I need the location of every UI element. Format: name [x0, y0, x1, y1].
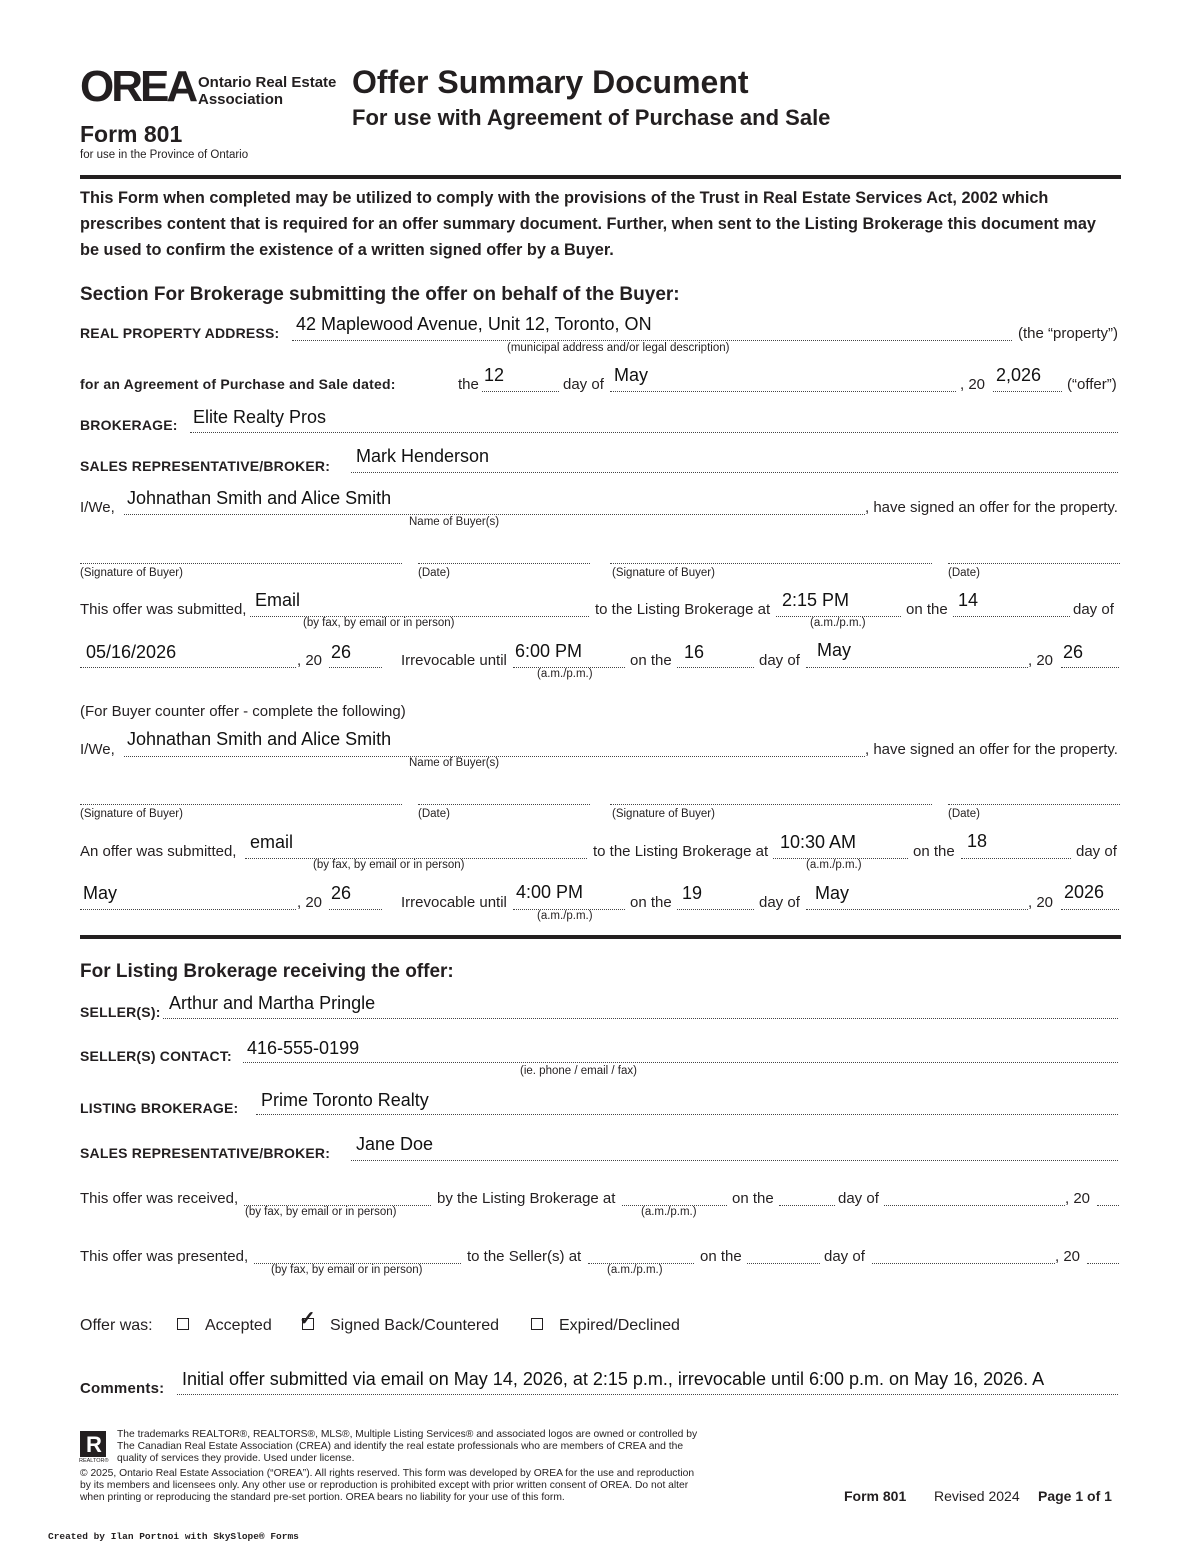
aps-year-field[interactable]: 2,026 [996, 365, 1042, 385]
presented-label: This offer was presented, [80, 1248, 249, 1265]
comments-field[interactable]: Initial offer submitted via email on May 14, 2026, at 2:15 p.m., irrevocable until 6:00 p.m. on May 16, 2026. A [182, 1369, 1045, 1389]
sig-buyer-hint-1: (Signature of Buyer) [80, 567, 183, 579]
property-line [292, 340, 1012, 341]
counter-time-field[interactable]: 10:30 AM [780, 832, 857, 852]
expired-label: Expired/Declined [559, 1317, 680, 1334]
iwe-label: I/We, [80, 499, 115, 516]
footer-page: Page 1 of 1 [1038, 1488, 1112, 1504]
copyright-line2: by its members and licensees only. Any other use or reproduction is prohibited except with prior written consent of OREA. Do not alter [80, 1480, 689, 1491]
submitted-month-field[interactable]: 05/16/2026 [86, 642, 177, 662]
counter-note: (For Buyer counter offer - complete the following) [80, 703, 406, 720]
province-note: for use in the Province of Ontario [80, 149, 249, 161]
contact-field[interactable]: 416-555-0199 [247, 1038, 360, 1058]
signed-back-checkbox[interactable] [299, 1307, 316, 1330]
counter-ampm-hint: (a.m./p.m.) [806, 859, 862, 871]
received-by-listing: by the Listing Brokerage at [437, 1190, 616, 1207]
received-year-line[interactable] [1097, 1205, 1119, 1206]
counter-year-line [329, 909, 382, 910]
page-subtitle: For use with Agreement of Purchase and Sale [352, 105, 831, 130]
counter-comma20: , 20 [297, 894, 323, 911]
presented-month-line[interactable] [872, 1263, 1055, 1264]
realtor-word: REALTOR® [79, 1458, 109, 1464]
offer-signed-back-option[interactable] [299, 1307, 499, 1335]
irrevocable-month-line [806, 667, 1028, 668]
property-label: REAL PROPERTY ADDRESS: [80, 325, 280, 341]
realtor-mark: R [86, 1432, 102, 1457]
counter-irrev-time-field[interactable]: 4:00 PM [516, 882, 584, 902]
aps-day-field[interactable]: 12 [484, 365, 505, 385]
counter-buyer-signature-2[interactable] [610, 804, 932, 805]
counter-irrev-month-line [806, 909, 1028, 910]
presented-day-line[interactable] [747, 1263, 820, 1264]
section-rule [80, 935, 1121, 939]
sig-date-hint-1: (Date) [418, 567, 450, 579]
aps-month-field[interactable]: May [614, 365, 649, 385]
intro-line3: be used to confirm the existence of a written signed offer by a Buyer. [80, 241, 614, 259]
counter-buyer-signature-date-1[interactable] [418, 804, 590, 805]
submitted-on-the: on the [906, 601, 948, 618]
property-suffix: (the “property”) [1018, 325, 1119, 342]
irrevocable-day-of: day of [759, 652, 800, 669]
realtor-logo [80, 1431, 106, 1457]
irrevocable-day-field[interactable]: 16 [684, 642, 705, 662]
rep-label: SALES REPRESENTATIVE/BROKER: [80, 458, 331, 474]
counter-sig-buyer-hint-1: (Signature of Buyer) [80, 808, 183, 820]
check-mark-icon: ✓ [299, 1307, 316, 1330]
submitted-label: This offer was submitted, [80, 601, 247, 618]
irrevocable-day-line [677, 667, 754, 668]
received-comma20: , 20 [1065, 1190, 1091, 1207]
intro-line2: prescribes content that is required for an offer summary document. Further, when sent to the Listing Brokerage this document may [80, 215, 1096, 233]
buyer-signature-date-2[interactable] [948, 563, 1120, 564]
counter-irrev-ampm-hint: (a.m./p.m.) [537, 910, 593, 922]
accepted-label: Accepted [205, 1317, 272, 1334]
buyer-signature-2[interactable] [610, 563, 932, 564]
brokerage-label: BROKERAGE: [80, 417, 178, 433]
listing-rep-label: SALES REPRESENTATIVE/BROKER: [80, 1145, 331, 1161]
counter-irrev-day-field[interactable]: 19 [682, 883, 703, 903]
counter-irrev-year-line [1061, 909, 1119, 910]
form-number: Form 801 [80, 121, 183, 147]
submitted-to-listing: to the Listing Brokerage at [595, 601, 771, 618]
signed-back-label: Signed Back/Countered [330, 1317, 499, 1334]
contact-label: SELLER(S) CONTACT: [80, 1048, 232, 1064]
received-label: This offer was received, [80, 1190, 239, 1207]
irrevocable-ampm-hint: (a.m./p.m.) [537, 668, 593, 680]
counter-submitted-label: An offer was submitted, [80, 843, 237, 860]
counter-day-line [961, 858, 1071, 859]
footer-revised: Revised 2024 [934, 1488, 1020, 1504]
contact-hint: (ie. phone / email / fax) [520, 1065, 637, 1077]
buyer-signature-date-1[interactable] [418, 563, 590, 564]
irrevocable-on-the: on the [630, 652, 672, 669]
counter-irrev-comma20: , 20 [1028, 894, 1054, 911]
aps-dayof: day of [563, 376, 604, 393]
aps-suffix: (“offer”) [1067, 376, 1117, 393]
counter-irrev-month-field[interactable]: May [815, 883, 850, 903]
listing-section-heading: For Listing Brokerage receiving the offer: [80, 961, 454, 982]
org-name-line1: Ontario Real Estate [198, 74, 337, 91]
counter-method-hint: (by fax, by email or in person) [313, 859, 465, 871]
presented-to-sellers: to the Seller(s) at [467, 1248, 582, 1265]
trademark-line3: quality of services they provide. Used under license. [117, 1453, 355, 1464]
counter-to-listing: to the Listing Brokerage at [593, 843, 769, 860]
counter-irrev-on-the: on the [630, 894, 672, 911]
received-day-line[interactable] [779, 1205, 835, 1206]
submitted-time-field[interactable]: 2:15 PM [782, 590, 850, 610]
submitted-day-line [953, 616, 1070, 617]
buyer-name-hint: Name of Buyer(s) [409, 516, 500, 528]
counter-buyers-suffix: , have signed an offer for the property. [865, 741, 1118, 758]
counter-on-the: on the [913, 843, 955, 860]
rep-line [351, 472, 1118, 473]
submitted-method-field[interactable]: Email [255, 590, 301, 610]
presented-on-the: on the [700, 1248, 742, 1265]
buyer-signature-1[interactable] [80, 563, 402, 564]
received-month-line[interactable] [884, 1205, 1065, 1206]
footer-form: Form 801 [844, 1488, 907, 1504]
aps-20: , 20 [960, 376, 986, 393]
sellers-field[interactable]: Arthur and Martha Pringle [169, 993, 376, 1013]
listing-brokerage-field[interactable]: Prime Toronto Realty [261, 1090, 429, 1110]
presented-day-of: day of [824, 1248, 865, 1265]
irrevocable-year-line [1061, 667, 1119, 668]
aps-the: the [458, 376, 479, 393]
buyers-suffix: , have signed an offer for the property. [865, 499, 1118, 516]
irrevocable-label: Irrevocable until [401, 652, 507, 669]
listing-brokerage-label: LISTING BROKERAGE: [80, 1100, 239, 1116]
submitted-method-hint: (by fax, by email or in person) [303, 617, 455, 629]
received-on-the: on the [732, 1190, 774, 1207]
counter-method-field[interactable]: email [250, 832, 294, 852]
brokerage-line [190, 432, 1118, 433]
counter-sig-buyer-hint-2: (Signature of Buyer) [612, 808, 715, 820]
aps-year-line [993, 391, 1062, 392]
comments-line [177, 1394, 1118, 1395]
trademark-line1: The trademarks REALTOR®, REALTORS®, MLS®, Multiple Listing Services® and associated logos are owned or controlled by [117, 1429, 698, 1440]
counter-day-of: day of [1076, 843, 1117, 860]
counter-buyer-signature-1[interactable] [80, 804, 402, 805]
sellers-label: SELLER(S): [80, 1004, 161, 1020]
submitted-month-line [80, 667, 296, 668]
counter-irrev-day-line [677, 909, 754, 910]
irrevocable-time-field[interactable]: 6:00 PM [515, 641, 583, 661]
counter-sig-date-hint-2: (Date) [948, 808, 980, 820]
property-hint: (municipal address and/or legal description) [507, 342, 730, 354]
counter-iwe-label: I/We, [80, 741, 115, 758]
aps-day-line [482, 391, 559, 392]
counter-day-field[interactable]: 18 [967, 831, 988, 851]
counter-month-line [80, 909, 296, 910]
submitted-day-of: day of [1073, 601, 1114, 618]
counter-irrev-day-of: day of [759, 894, 800, 911]
presented-year-line[interactable] [1087, 1263, 1119, 1264]
aps-month-line [610, 391, 956, 392]
sig-buyer-hint-2: (Signature of Buyer) [612, 567, 715, 579]
listing-rep-field[interactable]: Jane Doe [356, 1134, 434, 1154]
presented-comma20: , 20 [1055, 1248, 1081, 1265]
copyright-line3: when printing or reproducing the standard pre-set portion. OREA bears no liability for your use of this form. [80, 1492, 565, 1503]
listing-rep-line [351, 1160, 1118, 1161]
counter-buyer-signature-date-2[interactable] [948, 804, 1120, 805]
orea-logo: OREA [80, 62, 196, 111]
sig-date-hint-2: (Date) [948, 567, 980, 579]
irrevocable-comma20: , 20 [1028, 652, 1054, 669]
offer-expired-option[interactable] [531, 1317, 680, 1335]
buyers-line [124, 514, 865, 515]
counter-buyer-name-hint: Name of Buyer(s) [409, 757, 500, 769]
presented-method-hint: (by fax, by email or in person) [271, 1264, 423, 1276]
header-rule [80, 175, 1121, 179]
brokerage-field[interactable]: Elite Realty Pros [193, 407, 327, 427]
intro-line1: This Form when completed may be utilized to comply with the provisions of the Trust in Real Estate Services Act, 2002 which [80, 189, 1049, 207]
submitted-year-field[interactable]: 26 [331, 642, 352, 662]
received-ampm-hint: (a.m./p.m.) [641, 1206, 697, 1218]
offer-was-label: Offer was: [80, 1317, 153, 1334]
irrevocable-year-field[interactable]: 26 [1063, 642, 1084, 662]
listing-brokerage-line [256, 1114, 1118, 1115]
buyer-section-heading: Section For Brokerage submitting the offer on behalf of the Buyer: [80, 284, 680, 305]
aps-label: for an Agreement of Purchase and Sale dated: [80, 376, 396, 392]
rep-field[interactable]: Mark Henderson [356, 446, 490, 466]
page-title: Offer Summary Document [352, 64, 749, 100]
irrevocable-month-field[interactable]: May [817, 640, 852, 660]
presented-ampm-hint: (a.m./p.m.) [607, 1264, 663, 1276]
submitted-ampm-hint: (a.m./p.m.) [810, 617, 866, 629]
submitted-day-field[interactable]: 14 [958, 590, 979, 610]
comments-label: Comments: [80, 1380, 165, 1397]
offer-accepted-option[interactable] [177, 1317, 272, 1335]
counter-irrevocable-label: Irrevocable until [401, 894, 507, 911]
submitted-year-line [329, 667, 382, 668]
created-by: Created by Ilan Portnoi with SkySlope® Forms [48, 1531, 299, 1542]
submitted-comma20: , 20 [297, 652, 323, 669]
contact-line [243, 1062, 1118, 1063]
counter-sig-date-hint-1: (Date) [418, 808, 450, 820]
accepted-checkbox[interactable] [177, 1318, 189, 1330]
copyright-line1: © 2025, Ontario Real Estate Association (“OREA”). All rights reserved. This form was developed by OREA for the use and reproduction [80, 1468, 695, 1479]
sellers-line [163, 1018, 1118, 1019]
counter-month-field[interactable]: May [83, 883, 118, 903]
counter-irrev-year-field[interactable]: 2026 [1064, 882, 1105, 902]
counter-year-field[interactable]: 26 [331, 883, 352, 903]
counter-buyers-field[interactable]: Johnathan Smith and Alice Smith [127, 729, 392, 749]
expired-checkbox[interactable] [531, 1318, 543, 1330]
buyers-field[interactable]: Johnathan Smith and Alice Smith [127, 488, 392, 508]
trademark-line2: The Canadian Real Estate Association (CREA) and identify the real estate professionals who are members of CREA and the [117, 1441, 684, 1452]
org-name-line2: Association [198, 91, 284, 108]
received-day-of: day of [838, 1190, 879, 1207]
property-field[interactable]: 42 Maplewood Avenue, Unit 12, Toronto, ON [296, 314, 652, 334]
received-method-hint: (by fax, by email or in person) [245, 1206, 397, 1218]
